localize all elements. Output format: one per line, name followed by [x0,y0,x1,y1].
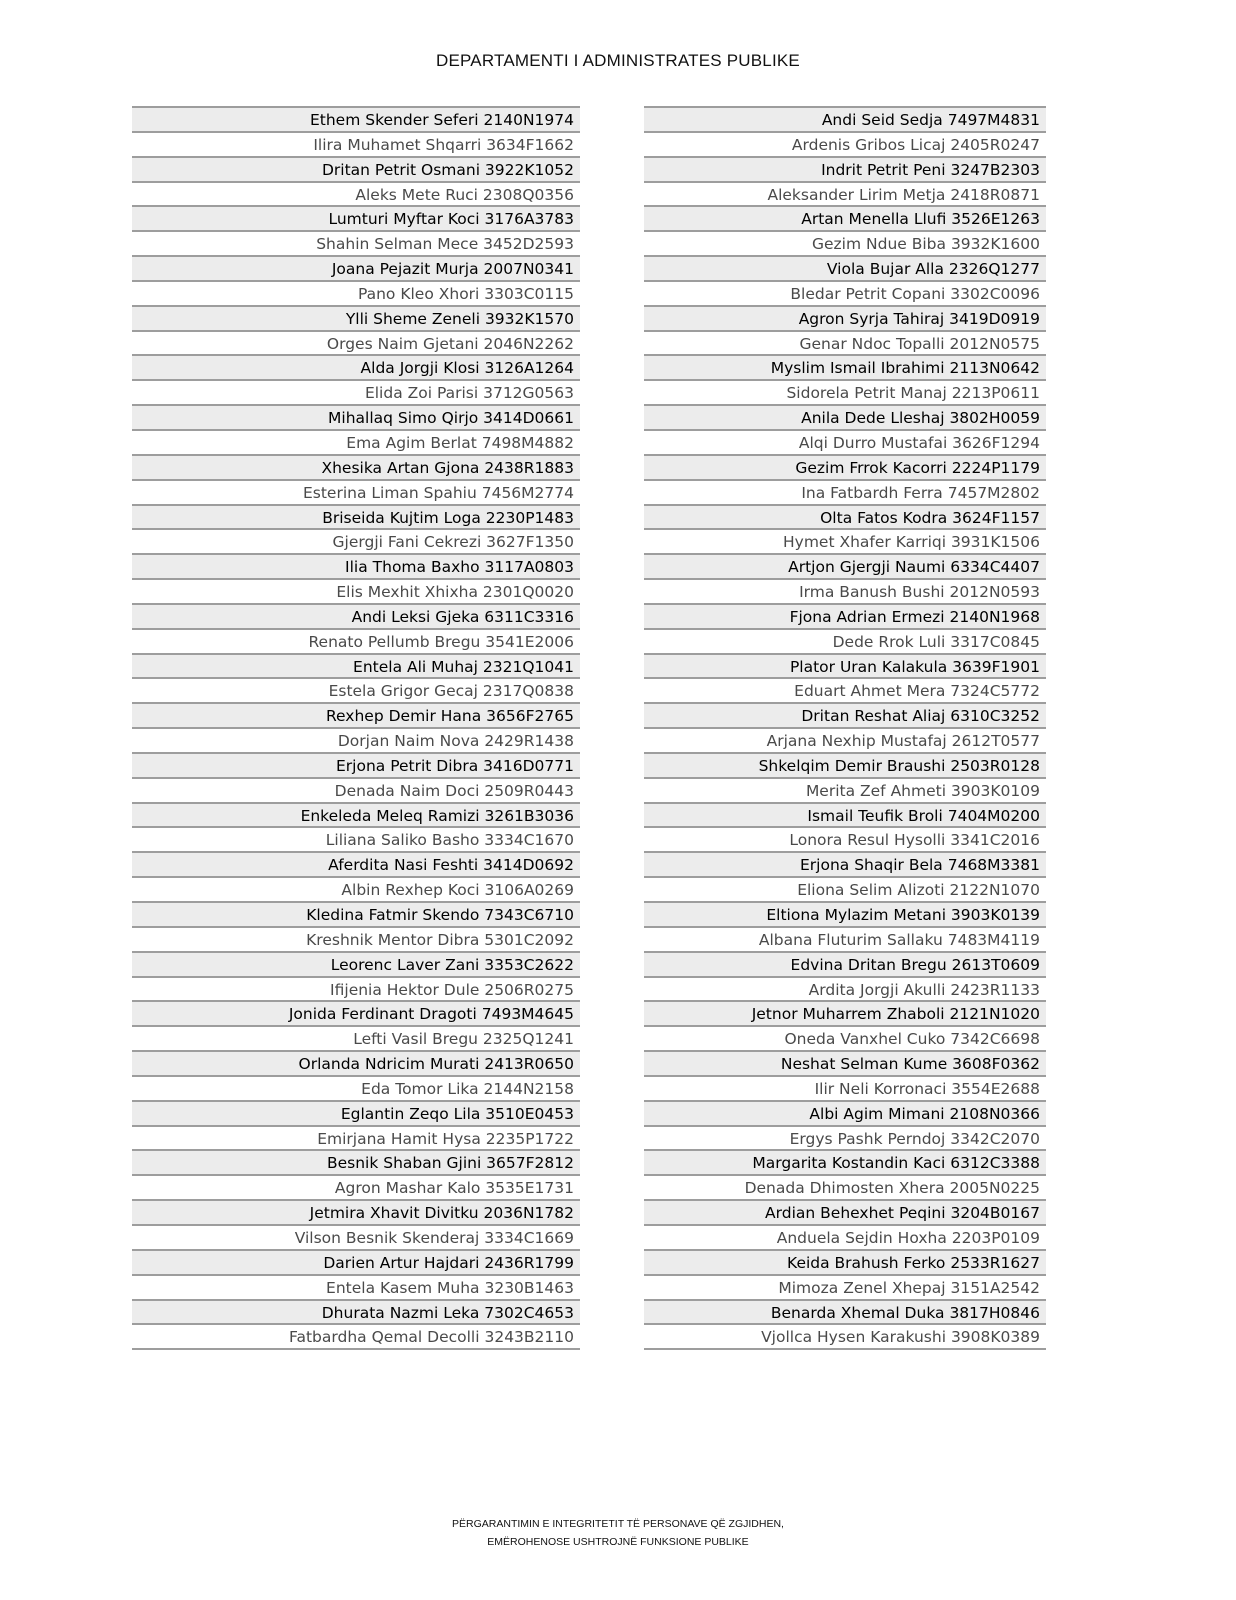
list-item: Ifijenia Hektor Dule 2506R0275 [132,978,580,1003]
list-item: Albana Fluturim Sallaku 7483M4119 [644,928,1046,953]
list-item: Gezim Ndue Biba 3932K1600 [644,232,1046,257]
list-item: Ismail Teufik Broli 7404M0200 [644,804,1046,829]
list-item: Bledar Petrit Copani 3302C0096 [644,282,1046,307]
list-item: Enkeleda Meleq Ramizi 3261B3036 [132,804,580,829]
list-item: Ema Agim Berlat 7498M4882 [132,431,580,456]
list-item: Ardita Jorgji Akulli 2423R1133 [644,978,1046,1003]
list-item: Denada Dhimosten Xhera 2005N0225 [644,1176,1046,1201]
list-item: Lumturi Myftar Koci 3176A3783 [132,207,580,232]
list-item: Renato Pellumb Bregu 3541E2006 [132,630,580,655]
list-item: Margarita Kostandin Kaci 6312C3388 [644,1151,1046,1176]
list-item: Elida Zoi Parisi 3712G0563 [132,381,580,406]
list-item: Aleksander Lirim Metja 2418R0871 [644,183,1046,208]
list-item: Viola Bujar Alla 2326Q1277 [644,257,1046,282]
list-item: Alqi Durro Mustafai 3626F1294 [644,431,1046,456]
list-item: Andi Seid Sedja 7497M4831 [644,108,1046,133]
list-item: Plator Uran Kalakula 3639F1901 [644,655,1046,680]
list-item: Sidorela Petrit Manaj 2213P0611 [644,381,1046,406]
list-item: Orlanda Ndricim Murati 2413R0650 [132,1052,580,1077]
list-item: Pano Kleo Xhori 3303C0115 [132,282,580,307]
list-item: Vjollca Hysen Karakushi 3908K0389 [644,1325,1046,1350]
list-item: Erjona Shaqir Bela 7468M3381 [644,853,1046,878]
list-item: Indrit Petrit Peni 3247B2303 [644,158,1046,183]
list-item: Ina Fatbardh Ferra 7457M2802 [644,481,1046,506]
list-item: Fatbardha Qemal Decolli 3243B2110 [132,1325,580,1350]
list-item: Briseida Kujtim Loga 2230P1483 [132,506,580,531]
list-item: Irma Banush Bushi 2012N0593 [644,580,1046,605]
list-item: Xhesika Artan Gjona 2438R1883 [132,456,580,481]
list-item: Olta Fatos Kodra 3624F1157 [644,506,1046,531]
list-item: Ilir Neli Korronaci 3554E2688 [644,1077,1046,1102]
list-item: Mihallaq Simo Qirjo 3414D0661 [132,406,580,431]
list-item: Ardenis Gribos Licaj 2405R0247 [644,133,1046,158]
list-item: Oneda Vanxhel Cuko 7342C6698 [644,1027,1046,1052]
list-item: Estela Grigor Gecaj 2317Q0838 [132,679,580,704]
list-item: Fjona Adrian Ermezi 2140N1968 [644,605,1046,630]
list-item: Dede Rrok Luli 3317C0845 [644,630,1046,655]
list-item: Albin Rexhep Koci 3106A0269 [132,878,580,903]
list-item: Benarda Xhemal Duka 3817H0846 [644,1301,1046,1326]
list-item: Mimoza Zenel Xhepaj 3151A2542 [644,1276,1046,1301]
list-item: Agron Mashar Kalo 3535E1731 [132,1176,580,1201]
list-item: Rexhep Demir Hana 3656F2765 [132,704,580,729]
list-item: Eliona Selim Alizoti 2122N1070 [644,878,1046,903]
list-item: Ilia Thoma Baxho 3117A0803 [132,555,580,580]
footer-line-1: PËRGARANTIMIN E INTEGRITETIT TË PERSONAVE QË ZGJIDHEN, [452,1518,784,1530]
list-item: Erjona Petrit Dibra 3416D0771 [132,754,580,779]
list-item: Besnik Shaban Gjini 3657F2812 [132,1151,580,1176]
list-item: Ylli Sheme Zeneli 3932K1570 [132,307,580,332]
list-item: Jonida Ferdinant Dragoti 7493M4645 [132,1002,580,1027]
list-item: Denada Naim Doci 2509R0443 [132,779,580,804]
list-item: Ethem Skender Seferi 2140N1974 [132,108,580,133]
list-item: Dritan Reshat Aliaj 6310C3252 [644,704,1046,729]
list-item: Orges Naim Gjetani 2046N2262 [132,332,580,357]
list-item: Merita Zef Ahmeti 3903K0109 [644,779,1046,804]
list-item: Anila Dede Lleshaj 3802H0059 [644,406,1046,431]
right-column-list [644,106,1046,1350]
list-item: Edvina Dritan Bregu 2613T0609 [644,953,1046,978]
footer [0,1515,1236,1551]
list-item: Dhurata Nazmi Leka 7302C4653 [132,1301,580,1326]
list-item: Agron Syrja Tahiraj 3419D0919 [644,307,1046,332]
list-item: Alda Jorgji Klosi 3126A1264 [132,356,580,381]
list-item: Aleks Mete Ruci 2308Q0356 [132,183,580,208]
list-item: Aferdita Nasi Feshti 3414D0692 [132,853,580,878]
list-item: Eglantin Zeqo Lila 3510E0453 [132,1102,580,1127]
list-item: Lefti Vasil Bregu 2325Q1241 [132,1027,580,1052]
list-item: Hymet Xhafer Karriqi 3931K1506 [644,530,1046,555]
list-item: Artjon Gjergji Naumi 6334C4407 [644,555,1046,580]
list-item: Shkelqim Demir Braushi 2503R0128 [644,754,1046,779]
list-item: Lonora Resul Hysolli 3341C2016 [644,828,1046,853]
list-item: Albi Agim Mimani 2108N0366 [644,1102,1046,1127]
list-item: Emirjana Hamit Hysa 2235P1722 [132,1127,580,1152]
list-item: Vilson Besnik Skenderaj 3334C1669 [132,1226,580,1251]
list-item: Arjana Nexhip Mustafaj 2612T0577 [644,729,1046,754]
list-item: Shahin Selman Mece 3452D2593 [132,232,580,257]
list-item: Anduela Sejdin Hoxha 2203P0109 [644,1226,1046,1251]
list-item: Elis Mexhit Xhixha 2301Q0020 [132,580,580,605]
list-item: Ardian Behexhet Peqini 3204B0167 [644,1201,1046,1226]
list-item: Leorenc Laver Zani 3353C2622 [132,953,580,978]
list-item: Ilira Muhamet Shqarri 3634F1662 [132,133,580,158]
list-item: Eda Tomor Lika 2144N2158 [132,1077,580,1102]
list-item: Gjergji Fani Cekrezi 3627F1350 [132,530,580,555]
list-item: Keida Brahush Ferko 2533R1627 [644,1251,1046,1276]
list-item: Myslim Ismail Ibrahimi 2113N0642 [644,356,1046,381]
list-item: Ergys Pashk Perndoj 3342C2070 [644,1127,1046,1152]
list-item: Esterina Liman Spahiu 7456M2774 [132,481,580,506]
list-item: Kledina Fatmir Skendo 7343C6710 [132,903,580,928]
list-item: Dorjan Naim Nova 2429R1438 [132,729,580,754]
footer-line-2: EMËROHENOSE USHTROJNË FUNKSIONE PUBLIKE [487,1536,749,1548]
list-item: Eltiona Mylazim Metani 3903K0139 [644,903,1046,928]
list-item: Gezim Frrok Kacorri 2224P1179 [644,456,1046,481]
page-title: DEPARTAMENTI I ADMINISTRATES PUBLIKE [436,51,800,70]
list-item: Dritan Petrit Osmani 3922K1052 [132,158,580,183]
list-item: Jetmira Xhavit Divitku 2036N1782 [132,1201,580,1226]
list-item: Artan Menella Llufi 3526E1263 [644,207,1046,232]
list-item: Entela Ali Muhaj 2321Q1041 [132,655,580,680]
list-item: Eduart Ahmet Mera 7324C5772 [644,679,1046,704]
list-item: Genar Ndoc Topalli 2012N0575 [644,332,1046,357]
list-item: Jetnor Muharrem Zhaboli 2121N1020 [644,1002,1046,1027]
list-item: Neshat Selman Kume 3608F0362 [644,1052,1046,1077]
list-item: Joana Pejazit Murja 2007N0341 [132,257,580,282]
list-item: Entela Kasem Muha 3230B1463 [132,1276,580,1301]
list-item: Liliana Saliko Basho 3334C1670 [132,828,580,853]
list-item: Andi Leksi Gjeka 6311C3316 [132,605,580,630]
list-item: Kreshnik Mentor Dibra 5301C2092 [132,928,580,953]
list-item: Darien Artur Hajdari 2436R1799 [132,1251,580,1276]
left-column-list [132,106,580,1350]
